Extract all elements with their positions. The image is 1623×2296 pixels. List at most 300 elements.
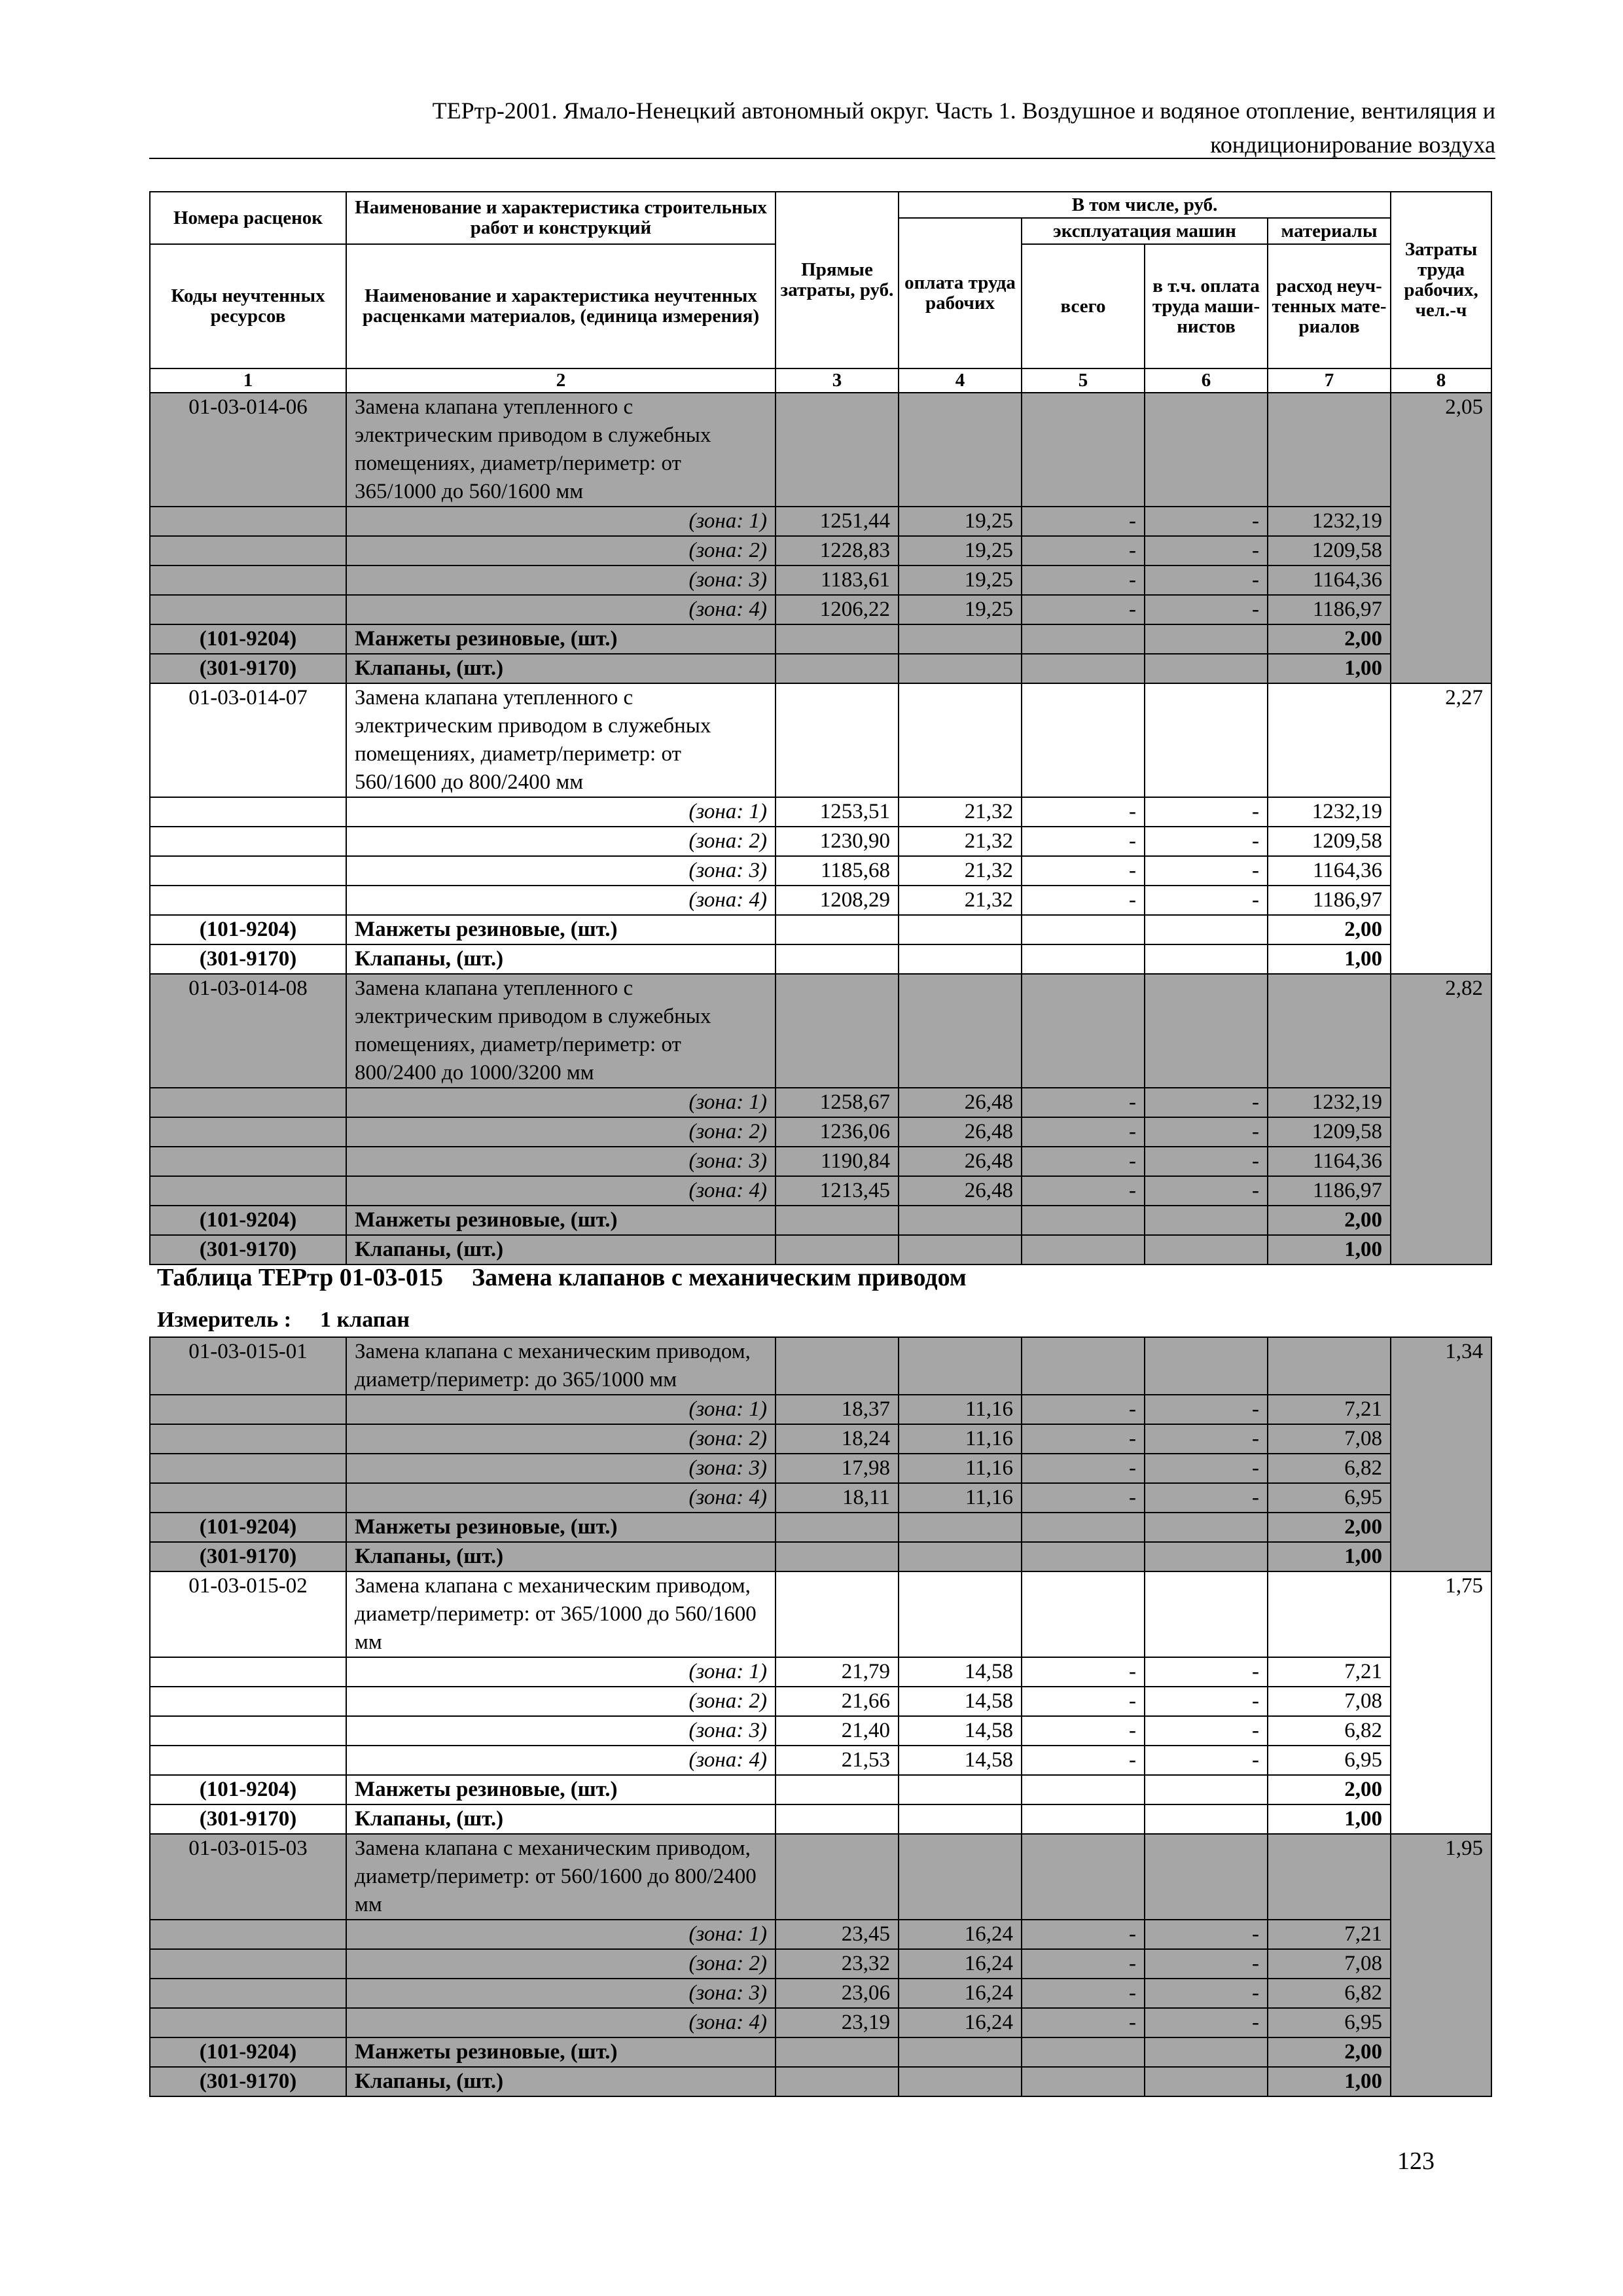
resource-row	[150, 1206, 1491, 1235]
empty-cell	[776, 1834, 899, 1920]
resource-name: Клапаны, (шт.)	[346, 654, 776, 683]
worker-pay: 21,32	[899, 827, 1022, 856]
col1-header-bottom: Коды неучтенных ресурсов	[150, 244, 346, 368]
resource-name: Манжеты резиновые, (шт.)	[346, 1775, 776, 1804]
direct-cost: 21,66	[776, 1687, 899, 1716]
empty-cell	[899, 1571, 1022, 1657]
rate-code: 01-03-014-07	[150, 683, 346, 797]
empty-cell	[150, 1395, 346, 1424]
empty-cell	[1022, 654, 1145, 683]
rates-table-014	[149, 191, 1492, 1265]
empty-cell	[899, 1775, 1022, 1804]
direct-cost: 17,98	[776, 1454, 899, 1483]
empty-cell	[899, 2067, 1022, 2096]
empty-cell	[150, 1949, 346, 1979]
direct-cost: 1183,61	[776, 565, 899, 595]
empty-cell	[1022, 1775, 1145, 1804]
machinist-pay: -	[1145, 565, 1268, 595]
direct-cost: 21,53	[776, 1746, 899, 1775]
resource-row	[150, 944, 1491, 974]
empty-cell	[150, 507, 346, 536]
col6-header: в т.ч. оплата труда маши-нистов	[1145, 244, 1268, 368]
empty-cell	[776, 1206, 899, 1235]
zone-row	[150, 1979, 1491, 2008]
zone-label: (зона: 1)	[346, 1088, 776, 1117]
machinist-pay: -	[1145, 2008, 1268, 2037]
worker-pay: 26,48	[899, 1176, 1022, 1206]
empty-cell	[1145, 1206, 1268, 1235]
materials-cost: 1164,36	[1268, 856, 1391, 886]
empty-cell	[1022, 1571, 1145, 1657]
materials-cost: 7,08	[1268, 1949, 1391, 1979]
zone-label: (зона: 4)	[346, 2008, 776, 2037]
machines-total: -	[1022, 507, 1145, 536]
empty-cell	[776, 2067, 899, 2096]
materials-cost: 7,21	[1268, 1920, 1391, 1949]
empty-cell	[899, 393, 1022, 507]
resource-row	[150, 2067, 1491, 2096]
empty-cell	[150, 1687, 346, 1716]
machinist-pay: -	[1145, 1176, 1268, 1206]
empty-cell	[150, 1176, 346, 1206]
materials-header: материалы	[1268, 218, 1391, 244]
labor-cost: 1,34	[1391, 1337, 1491, 1571]
machines-total: -	[1022, 1483, 1145, 1513]
empty-cell	[899, 1542, 1022, 1571]
rate-group	[150, 1834, 1491, 2096]
page-header	[187, 94, 1495, 162]
resource-quantity: 1,00	[1268, 1804, 1391, 1834]
resource-name: Клапаны, (шт.)	[346, 1542, 776, 1571]
empty-cell	[1145, 1804, 1268, 1834]
worker-pay: 16,24	[899, 1920, 1022, 1949]
empty-cell	[150, 1716, 346, 1746]
resource-code: (301-9170)	[150, 1542, 346, 1571]
zone-label: (зона: 4)	[346, 886, 776, 915]
machines-total: -	[1022, 1920, 1145, 1949]
zone-label: (зона: 2)	[346, 1424, 776, 1454]
zone-label: (зона: 3)	[346, 1716, 776, 1746]
rates-table-015	[149, 1336, 1492, 2097]
zone-label: (зона: 1)	[346, 1920, 776, 1949]
rate-code: 01-03-014-06	[150, 393, 346, 507]
worker-pay: 19,25	[899, 595, 1022, 624]
rate-description: Замена клапана с механическим приводом, диаметр/периметр: от 560/1600 до 800/2400 мм	[346, 1834, 776, 1920]
resource-quantity: 1,00	[1268, 1542, 1391, 1571]
table-header	[150, 192, 1491, 393]
empty-cell	[1022, 974, 1145, 1088]
worker-pay: 11,16	[899, 1454, 1022, 1483]
machinist-pay: -	[1145, 797, 1268, 827]
materials-cost: 7,08	[1268, 1424, 1391, 1454]
materials-cost: 7,08	[1268, 1687, 1391, 1716]
empty-cell	[150, 1117, 346, 1147]
empty-cell	[1145, 393, 1268, 507]
empty-cell	[1268, 393, 1391, 507]
resource-code: (301-9170)	[150, 2067, 346, 2096]
rate-row	[150, 683, 1491, 797]
empty-cell	[1145, 1235, 1268, 1265]
col5-header: всего	[1022, 244, 1145, 368]
empty-cell	[150, 536, 346, 565]
machines-total: -	[1022, 1117, 1145, 1147]
empty-cell	[1022, 1542, 1145, 1571]
labor-cost: 1,95	[1391, 1834, 1491, 2096]
zone-row	[150, 1395, 1491, 1424]
empty-cell	[1022, 915, 1145, 944]
empty-cell	[899, 1206, 1022, 1235]
materials-cost: 1186,97	[1268, 595, 1391, 624]
empty-cell	[150, 886, 346, 915]
direct-cost: 18,24	[776, 1424, 899, 1454]
col1-header-top: Номера расценок	[150, 192, 346, 244]
zone-row	[150, 1746, 1491, 1775]
empty-cell	[1145, 1513, 1268, 1542]
materials-cost: 7,21	[1268, 1657, 1391, 1687]
zone-label: (зона: 2)	[346, 1949, 776, 1979]
labor-cost: 2,27	[1391, 683, 1491, 974]
machinist-pay: -	[1145, 1920, 1268, 1949]
resource-quantity: 1,00	[1268, 2067, 1391, 2096]
empty-cell	[776, 2037, 899, 2067]
empty-cell	[776, 974, 899, 1088]
worker-pay: 14,58	[899, 1716, 1022, 1746]
empty-cell	[899, 915, 1022, 944]
resource-row	[150, 624, 1491, 654]
empty-cell	[150, 2008, 346, 2037]
zone-label: (зона: 2)	[346, 1687, 776, 1716]
machines-total: -	[1022, 595, 1145, 624]
zone-label: (зона: 3)	[346, 565, 776, 595]
direct-cost: 23,06	[776, 1979, 899, 2008]
machinist-pay: -	[1145, 1746, 1268, 1775]
empty-cell	[776, 944, 899, 974]
zone-label: (зона: 4)	[346, 1746, 776, 1775]
materials-cost: 6,95	[1268, 1483, 1391, 1513]
rate-group	[150, 974, 1491, 1265]
machinist-pay: -	[1145, 1657, 1268, 1687]
empty-cell	[150, 1746, 346, 1775]
resource-code: (301-9170)	[150, 1804, 346, 1834]
materials-cost: 6,95	[1268, 1746, 1391, 1775]
empty-cell	[776, 654, 899, 683]
resource-quantity: 2,00	[1268, 1206, 1391, 1235]
resource-row	[150, 1804, 1491, 1834]
empty-cell	[899, 1337, 1022, 1395]
empty-cell	[1022, 1206, 1145, 1235]
empty-cell	[1145, 1337, 1268, 1395]
zone-label: (зона: 3)	[346, 856, 776, 886]
resource-row	[150, 1513, 1491, 1542]
rate-description: Замена клапана утепленного с электрическим приводом в служебных помещениях, диаметр/периметр: от 365/1000 до 560/1600 мм	[346, 393, 776, 507]
resource-name: Манжеты резиновые, (шт.)	[346, 2037, 776, 2067]
resource-row	[150, 1542, 1491, 1571]
zone-label: (зона: 1)	[346, 507, 776, 536]
empty-cell	[1022, 1337, 1145, 1395]
rate-group	[150, 1571, 1491, 1834]
zone-label: (зона: 3)	[346, 1147, 776, 1176]
machines-total: -	[1022, 1176, 1145, 1206]
empty-cell	[1145, 2067, 1268, 2096]
empty-cell	[150, 1657, 346, 1687]
empty-cell	[776, 1775, 899, 1804]
rate-row	[150, 393, 1491, 507]
zone-row	[150, 1088, 1491, 1117]
machines-total: -	[1022, 565, 1145, 595]
empty-cell	[1022, 1235, 1145, 1265]
worker-pay: 19,25	[899, 507, 1022, 536]
empty-cell	[1268, 974, 1391, 1088]
zone-row	[150, 1483, 1491, 1513]
resource-name: Манжеты резиновые, (шт.)	[346, 624, 776, 654]
worker-pay: 11,16	[899, 1395, 1022, 1424]
machinist-pay: -	[1145, 1687, 1268, 1716]
empty-cell	[1022, 683, 1145, 797]
col4-header: оплата труда рабочих	[899, 218, 1022, 368]
zone-row	[150, 1687, 1491, 1716]
machines-total: -	[1022, 797, 1145, 827]
resource-name: Клапаны, (шт.)	[346, 1235, 776, 1265]
resource-code: (101-9204)	[150, 1775, 346, 1804]
machines-total: -	[1022, 1979, 1145, 2008]
empty-cell	[1268, 1834, 1391, 1920]
direct-cost: 1185,68	[776, 856, 899, 886]
zone-row	[150, 827, 1491, 856]
materials-cost: 1164,36	[1268, 565, 1391, 595]
resource-row	[150, 654, 1491, 683]
materials-cost: 1209,58	[1268, 1117, 1391, 1147]
machinist-pay: -	[1145, 1088, 1268, 1117]
direct-cost: 1230,90	[776, 827, 899, 856]
resource-code: (301-9170)	[150, 654, 346, 683]
zone-row	[150, 1920, 1491, 1949]
resource-name: Клапаны, (шт.)	[346, 2067, 776, 2096]
machines-total: -	[1022, 827, 1145, 856]
header-line-2: кондиционирование воздуха	[1210, 132, 1495, 158]
machines-total: -	[1022, 1424, 1145, 1454]
machines-total: -	[1022, 1395, 1145, 1424]
machines-total: -	[1022, 1657, 1145, 1687]
rate-row	[150, 974, 1491, 1088]
direct-cost: 1206,22	[776, 595, 899, 624]
direct-cost: 1208,29	[776, 886, 899, 915]
empty-cell	[1145, 915, 1268, 944]
empty-cell	[150, 1088, 346, 1117]
empty-cell	[1145, 2037, 1268, 2067]
empty-cell	[150, 1920, 346, 1949]
resource-name: Манжеты резиновые, (шт.)	[346, 1206, 776, 1235]
materials-cost: 6,82	[1268, 1979, 1391, 2008]
worker-pay: 14,58	[899, 1746, 1022, 1775]
zone-row	[150, 595, 1491, 624]
resource-quantity: 1,00	[1268, 1235, 1391, 1265]
machinist-pay: -	[1145, 1147, 1268, 1176]
machines-total: -	[1022, 886, 1145, 915]
empty-cell	[899, 1235, 1022, 1265]
empty-cell	[1145, 624, 1268, 654]
empty-cell	[150, 797, 346, 827]
rate-group	[150, 1337, 1491, 1571]
machines-total: -	[1022, 1716, 1145, 1746]
zone-row	[150, 1949, 1491, 1979]
resource-code: (101-9204)	[150, 624, 346, 654]
worker-pay: 11,16	[899, 1483, 1022, 1513]
zone-row	[150, 565, 1491, 595]
worker-pay: 21,32	[899, 886, 1022, 915]
direct-cost: 1253,51	[776, 797, 899, 827]
direct-cost: 18,11	[776, 1483, 899, 1513]
materials-cost: 1186,97	[1268, 886, 1391, 915]
rate-description: Замена клапана утепленного с электрическим приводом в служебных помещениях, диаметр/периметр: от 800/2400 до 1000/3200 мм	[346, 974, 776, 1088]
empty-cell	[150, 1979, 346, 2008]
resource-code: (301-9170)	[150, 944, 346, 974]
worker-pay: 16,24	[899, 1949, 1022, 1979]
machinist-pay: -	[1145, 1454, 1268, 1483]
resource-name: Клапаны, (шт.)	[346, 1804, 776, 1834]
rate-row	[150, 1571, 1491, 1657]
resource-row	[150, 1775, 1491, 1804]
zone-label: (зона: 4)	[346, 1483, 776, 1513]
materials-cost: 1232,19	[1268, 1088, 1391, 1117]
machinist-pay: -	[1145, 1117, 1268, 1147]
header-rule	[149, 158, 1495, 159]
machines-total: -	[1022, 1746, 1145, 1775]
empty-cell	[1022, 1804, 1145, 1834]
zone-label: (зона: 4)	[346, 1176, 776, 1206]
direct-cost: 1236,06	[776, 1117, 899, 1147]
empty-cell	[150, 1424, 346, 1454]
rate-description: Замена клапана утепленного с электрическим приводом в служебных помещениях, диаметр/периметр: от 560/1600 до 800/2400 мм	[346, 683, 776, 797]
empty-cell	[150, 595, 346, 624]
zone-row	[150, 2008, 1491, 2037]
worker-pay: 21,32	[899, 797, 1022, 827]
zone-row	[150, 1424, 1491, 1454]
resource-code: (301-9170)	[150, 1235, 346, 1265]
col-number: 2	[346, 368, 776, 393]
materials-cost: 1186,97	[1268, 1176, 1391, 1206]
resource-quantity: 1,00	[1268, 654, 1391, 683]
empty-cell	[150, 1454, 346, 1483]
zone-row	[150, 1716, 1491, 1746]
resource-quantity: 2,00	[1268, 915, 1391, 944]
worker-pay: 16,24	[899, 2008, 1022, 2037]
machinist-pay: -	[1145, 856, 1268, 886]
col-number: 6	[1145, 368, 1268, 393]
empty-cell	[150, 1483, 346, 1513]
machinist-pay: -	[1145, 536, 1268, 565]
labor-cost: 2,05	[1391, 393, 1491, 683]
rate-group	[150, 683, 1491, 974]
materials-cost: 1209,58	[1268, 536, 1391, 565]
resource-name: Клапаны, (шт.)	[346, 944, 776, 974]
col2-header-bottom: Наименование и характеристика неучтенных расценками материалов, (единица измерения)	[346, 244, 776, 368]
empty-cell	[150, 827, 346, 856]
direct-cost: 1251,44	[776, 507, 899, 536]
rate-code: 01-03-014-08	[150, 974, 346, 1088]
measure-value: 1 клапан	[320, 1308, 410, 1332]
zone-label: (зона: 1)	[346, 1657, 776, 1687]
labor-cost: 1,75	[1391, 1571, 1491, 1834]
table-title: Замена клапанов с механическим приводом	[472, 1264, 967, 1291]
resource-code: (101-9204)	[150, 1206, 346, 1235]
machines-header: эксплуатация машин	[1022, 218, 1268, 244]
zone-row	[150, 1176, 1491, 1206]
col7-header: расход неуч-тенных мате-риалов	[1268, 244, 1391, 368]
incl-header: В том числе, руб.	[899, 192, 1391, 218]
worker-pay: 19,25	[899, 565, 1022, 595]
zone-label: (зона: 2)	[346, 1117, 776, 1147]
empty-cell	[776, 393, 899, 507]
direct-cost: 1190,84	[776, 1147, 899, 1176]
worker-pay: 26,48	[899, 1117, 1022, 1147]
machinist-pay: -	[1145, 507, 1268, 536]
table-caption	[157, 1263, 967, 1292]
col-number: 5	[1022, 368, 1145, 393]
resource-quantity: 2,00	[1268, 624, 1391, 654]
rate-code: 01-03-015-02	[150, 1571, 346, 1657]
worker-pay: 14,58	[899, 1687, 1022, 1716]
worker-pay: 21,32	[899, 856, 1022, 886]
direct-cost: 23,45	[776, 1920, 899, 1949]
resource-code: (101-9204)	[150, 2037, 346, 2067]
empty-cell	[1022, 1834, 1145, 1920]
empty-cell	[776, 624, 899, 654]
table-id: Таблица ТЕРтр 01-03-015	[157, 1264, 444, 1291]
materials-cost: 1209,58	[1268, 827, 1391, 856]
zone-row	[150, 856, 1491, 886]
col2-header-top: Наименование и характеристика строительных работ и конструкций	[346, 192, 776, 244]
resource-quantity: 1,00	[1268, 944, 1391, 974]
direct-cost: 1228,83	[776, 536, 899, 565]
zone-label: (зона: 1)	[346, 797, 776, 827]
machinist-pay: -	[1145, 1949, 1268, 1979]
direct-cost: 18,37	[776, 1395, 899, 1424]
empty-cell	[150, 565, 346, 595]
page-number: 123	[1397, 2147, 1435, 2175]
worker-pay: 11,16	[899, 1424, 1022, 1454]
resource-code: (101-9204)	[150, 915, 346, 944]
direct-cost: 1213,45	[776, 1176, 899, 1206]
empty-cell	[1022, 2067, 1145, 2096]
empty-cell	[899, 974, 1022, 1088]
empty-cell	[1145, 654, 1268, 683]
empty-cell	[776, 1235, 899, 1265]
materials-cost: 1164,36	[1268, 1147, 1391, 1176]
col-number: 7	[1268, 368, 1391, 393]
empty-cell	[150, 856, 346, 886]
resource-name: Манжеты резиновые, (шт.)	[346, 1513, 776, 1542]
machinist-pay: -	[1145, 1979, 1268, 2008]
empty-cell	[1022, 624, 1145, 654]
resource-row	[150, 2037, 1491, 2067]
empty-cell	[150, 1147, 346, 1176]
zone-row	[150, 1117, 1491, 1147]
zone-row	[150, 797, 1491, 827]
machines-total: -	[1022, 856, 1145, 886]
empty-cell	[899, 1804, 1022, 1834]
zone-label: (зона: 4)	[346, 595, 776, 624]
materials-cost: 6,82	[1268, 1716, 1391, 1746]
machinist-pay: -	[1145, 827, 1268, 856]
zone-row	[150, 507, 1491, 536]
empty-cell	[899, 1834, 1022, 1920]
empty-cell	[776, 915, 899, 944]
direct-cost: 21,79	[776, 1657, 899, 1687]
rate-description: Замена клапана с механическим приводом, диаметр/периметр: до 365/1000 мм	[346, 1337, 776, 1395]
empty-cell	[1145, 944, 1268, 974]
header-line-1: ТЕРтр-2001. Ямало-Ненецкий автономный округ. Часть 1. Воздушное и водяное отопление, вентиляция и	[432, 98, 1495, 124]
zone-row	[150, 886, 1491, 915]
